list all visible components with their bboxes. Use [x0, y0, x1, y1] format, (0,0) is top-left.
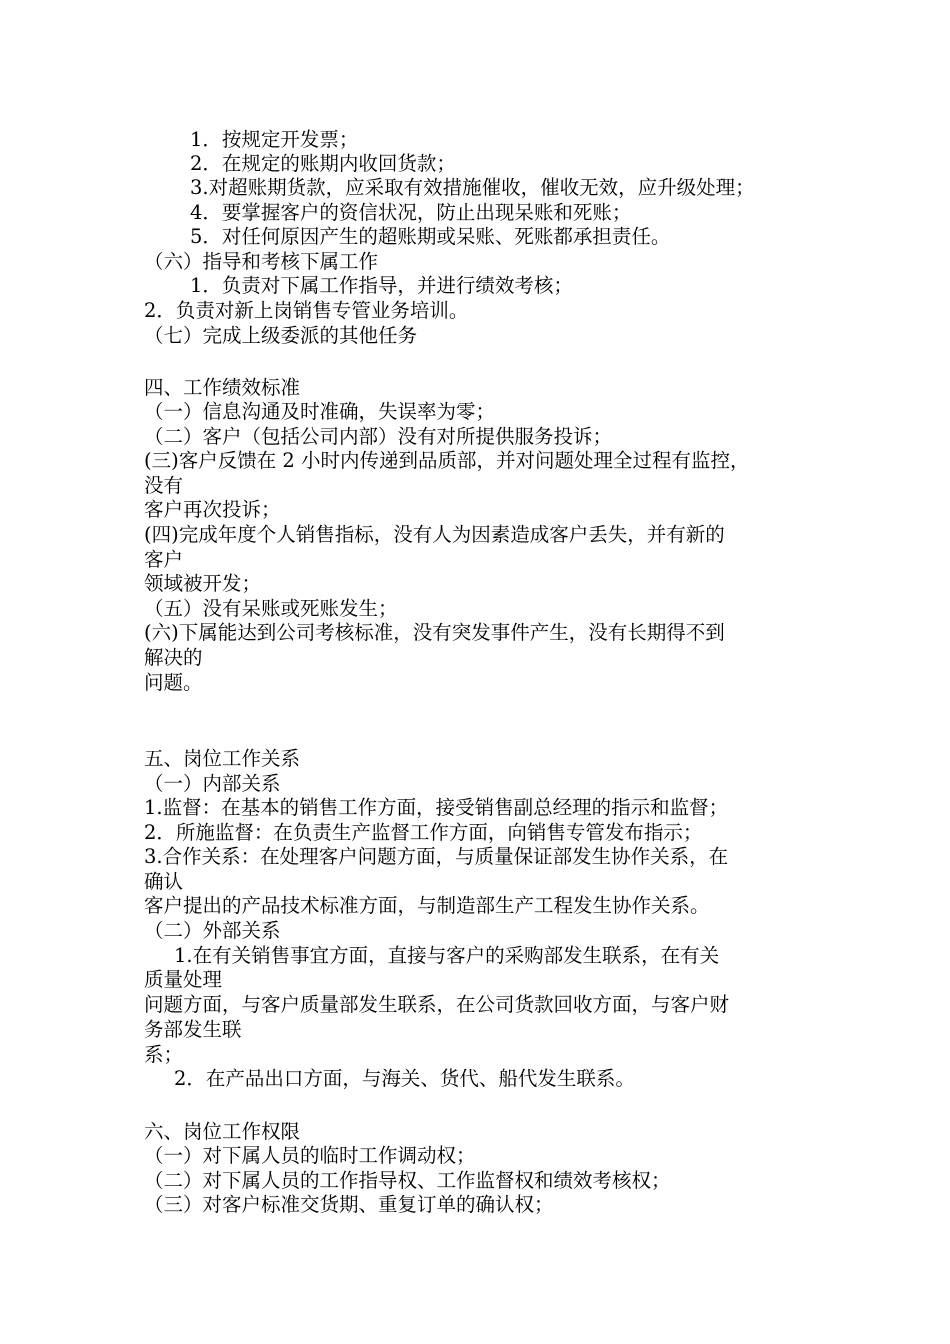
text-line: （一）对下属人员的临时工作调动权；	[144, 1144, 476, 1167]
text-line: 3.合作关系：在处理客户问题方面，与质量保证部发生协作关系，在	[144, 845, 729, 868]
text-line: 1.监督：在基本的销售工作方面，接受销售副总经理的指示和监督；	[144, 796, 729, 819]
text-line: 领域被开发；	[144, 572, 262, 595]
text-line: (三)客户反馈在 2 小时内传递到品质部，并对问题处理全过程有监控，	[144, 449, 750, 472]
text-line: (四)完成年度个人销售指标，没有人为因素造成客户丢失，并有新的	[144, 523, 725, 546]
text-line: 质量处理	[144, 968, 223, 991]
chapter-heading: 四、工作绩效标准	[144, 376, 301, 399]
section-heading: （七）完成上级委派的其他任务	[144, 324, 418, 347]
text-line: 客户提出的产品技术标准方面，与制造部生产工程发生协作关系。	[144, 894, 710, 917]
text-line: （二）客户（包括公司内部）没有对所提供服务投诉；	[144, 425, 613, 448]
section-heading: （六）指导和考核下属工作	[144, 250, 379, 273]
text-line: 确认	[144, 870, 184, 893]
section-heading: （一）内部关系	[144, 772, 281, 795]
text-line: 3.对超账期货款，应采取有效措施催收，催收无效，应升级处理；	[190, 176, 755, 199]
text-line: 客户再次投诉；	[144, 498, 281, 521]
text-line: (六)下属能达到公司考核标准，没有突发事件产生，没有长期得不到	[144, 621, 725, 644]
text-line: （二）对下属人员的工作指导权、工作监督权和绩效考核权；	[144, 1169, 671, 1192]
text-line: （三）对客户标准交货期、重复订单的确认权；	[144, 1193, 554, 1216]
text-line: 1．负责对下属工作指导，并进行绩效考核；	[190, 274, 573, 297]
text-line: 客户	[144, 548, 184, 571]
text-line: 2．在产品出口方面，与海关、货代、船代发生联系。	[174, 1067, 635, 1090]
text-line: 2．所施监督：在负责生产监督工作方面，向销售专管发布指示；	[144, 821, 703, 844]
text-line: 务部发生联	[144, 1018, 242, 1041]
chapter-heading: 五、岗位工作关系	[144, 747, 301, 770]
text-line: 没有	[144, 474, 184, 497]
text-line: 2．负责对新上岗销售专管业务培训。	[144, 299, 469, 322]
text-line: 1.在有关销售事宜方面，直接与客户的采购部发生联系，在有关	[174, 944, 720, 967]
text-line: （一）信息沟通及时准确，失误率为零；	[144, 400, 496, 423]
chapter-heading: 六、岗位工作权限	[144, 1120, 301, 1143]
text-line: 4．要掌握客户的资信状况，防止出现呆账和死账；	[190, 201, 632, 224]
section-heading: （二）外部关系	[144, 919, 281, 942]
text-line: （五）没有呆账或死账发生；	[144, 597, 398, 620]
text-line: 解决的	[144, 646, 203, 669]
text-line: 5．对任何原因产生的超账期或呆账、死账都承担责任。	[190, 225, 671, 248]
text-line: 系；	[144, 1043, 184, 1066]
text-line: 问题方面，与客户质量部发生联系，在公司货款回收方面，与客户财	[144, 993, 730, 1016]
text-line: 1．按规定开发票；	[190, 128, 359, 151]
text-line: 2．在规定的账期内收回货款；	[190, 152, 456, 175]
text-line: 问题。	[144, 671, 203, 694]
